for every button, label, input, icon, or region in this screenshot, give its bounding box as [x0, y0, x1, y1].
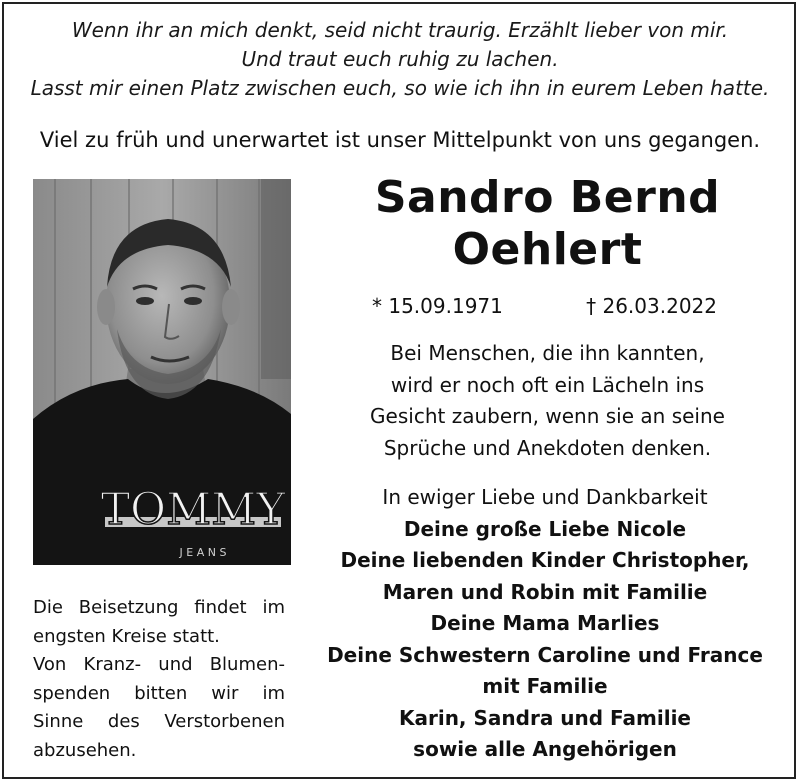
mourner-line: Deine liebenden Kinder Christopher, [340, 548, 750, 572]
name-line: Oehlert [452, 224, 643, 275]
funeral-line: Sinne des Verstorbenen [33, 711, 285, 732]
funeral-notice [33, 594, 285, 765]
shirt-brand-text: TOMMY [100, 484, 286, 535]
deceased-name [315, 172, 780, 276]
mourner-line: Karin, Sandra und Familie [398, 705, 691, 730]
poem-line: Und traut euch ruhig zu lachen. [241, 47, 559, 71]
mourners-intro: In ewiger Liebe und Dankbarkeit [382, 485, 708, 509]
mourner-line: sowie alle Angehörigen [413, 737, 677, 761]
poem-line: Wenn ihr an mich denkt, seid nicht traurig. Erzählt lieber von mir. [71, 18, 729, 42]
mourner-line: Deine Mama Marlies [430, 611, 660, 635]
name-line: Sandro Bernd [374, 172, 721, 223]
quote-line: Sprüche und Anekdoten denken. [383, 435, 712, 460]
funeral-line: engsten Kreise statt. [33, 625, 220, 647]
quote-line: Gesicht zaubern, wenn sie an seine [370, 404, 725, 428]
memorial-quote [315, 338, 780, 464]
funeral-line: abzusehen. [33, 739, 137, 761]
birth-date: * 15.09.1971 [372, 294, 503, 318]
death-date: † 26.03.2022 [586, 294, 717, 318]
mourner-line: Deine große Liebe Nicole [403, 516, 687, 541]
mourner-line: Maren und Robin mit Familie [382, 579, 708, 604]
shirt-sub-text: J E A N S [179, 546, 227, 559]
portrait-photo [33, 179, 291, 565]
funeral-line: Von Kranz- und Blumen- [33, 654, 285, 675]
intro-text: Viel zu früh und unerwartet ist unser Mittelpunkt von uns gegangen. [39, 128, 761, 152]
funeral-line: spenden bitten wir im [33, 682, 285, 704]
poem [10, 16, 790, 103]
funeral-line: Die Beisetzung findet im [33, 597, 285, 618]
quote-line: wird er noch oft ein Lächeln ins [390, 372, 705, 397]
mourner-line: mit Familie [482, 674, 608, 698]
poem-line: Lasst mir einen Platz zwischen euch, so wie ich ihn in eurem Leben hatte. [30, 76, 770, 100]
mourner-line: Deine Schwestern Caroline und France [327, 642, 763, 667]
mourners-list [300, 482, 790, 766]
quote-line: Bei Menschen, die ihn kannten, [390, 341, 705, 365]
